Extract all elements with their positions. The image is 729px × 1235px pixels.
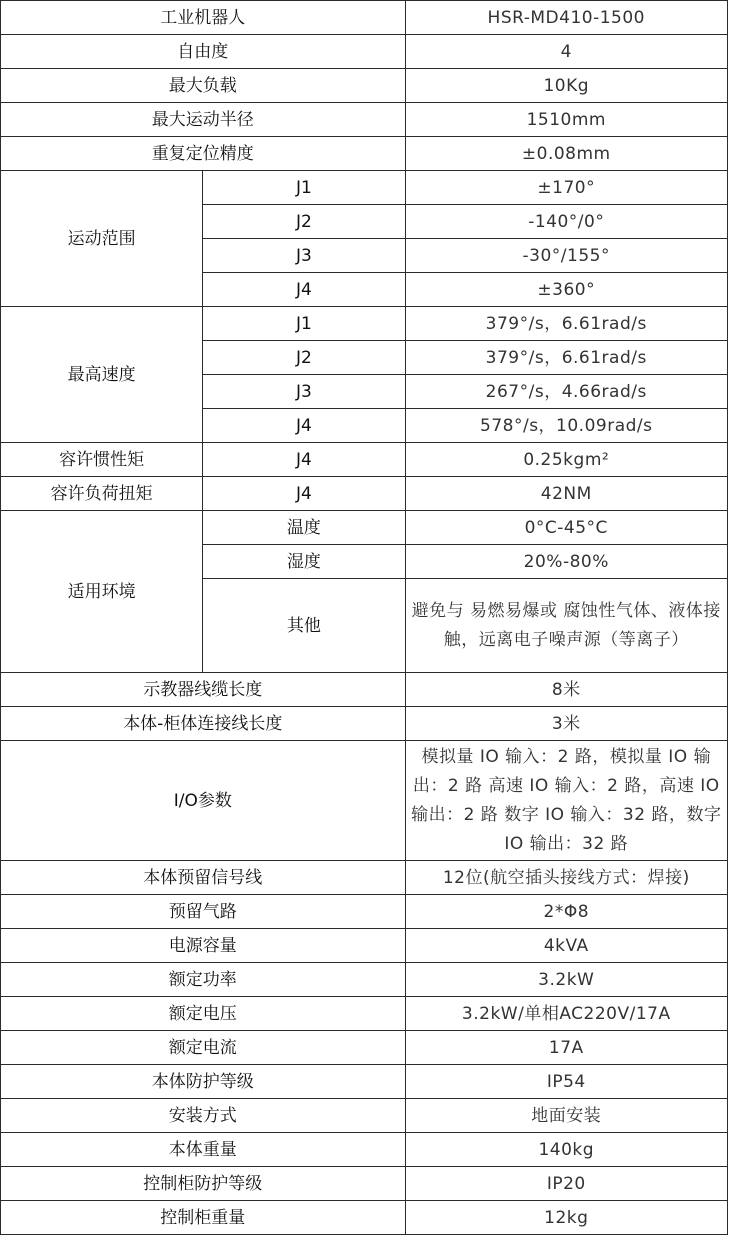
table-row: [1, 673, 728, 707]
row-label: 工业机器人: [1, 1, 406, 35]
axis-label: J2: [203, 341, 405, 375]
row-label: 本体-柜体连接线长度: [1, 707, 406, 741]
group-label: 运动范围: [1, 171, 203, 307]
row-value: 10Kg: [405, 69, 727, 103]
row-value: 578°/s，10.09rad/s: [405, 409, 727, 443]
table-row: [1, 963, 728, 997]
table-row: [1, 1, 728, 35]
row-value: 0°C-45°C: [405, 511, 727, 545]
group-label: 适用环境: [1, 511, 203, 673]
row-label: I/O参数: [1, 741, 406, 861]
table-row: [1, 929, 728, 963]
axis-label: J1: [203, 307, 405, 341]
table-row: [1, 307, 728, 341]
row-value: -140°/0°: [405, 205, 727, 239]
row-value: ±0.08mm: [405, 137, 727, 171]
table-row: [1, 103, 728, 137]
table-row: [1, 1099, 728, 1133]
axis-label: J3: [203, 239, 405, 273]
table-row: [1, 1167, 728, 1201]
row-label: 容许负荷扭矩: [1, 477, 203, 511]
table-row: [1, 741, 728, 861]
row-value: ±360°: [405, 273, 727, 307]
row-label: 本体防护等级: [1, 1065, 406, 1099]
env-key: 湿度: [203, 545, 405, 579]
table-row: [1, 69, 728, 103]
table-row: [1, 1201, 728, 1235]
row-label: 本体重量: [1, 1133, 406, 1167]
row-value: IP20: [405, 1167, 727, 1201]
row-value: 379°/s，6.61rad/s: [405, 307, 727, 341]
row-value: 3.2kW: [405, 963, 727, 997]
row-value: 379°/s，6.61rad/s: [405, 341, 727, 375]
row-value: HSR-MD410-1500: [405, 1, 727, 35]
row-label: 最大运动半径: [1, 103, 406, 137]
row-label: 最大负载: [1, 69, 406, 103]
row-label: 示教器线缆长度: [1, 673, 406, 707]
row-label: 控制柜防护等级: [1, 1167, 406, 1201]
axis-label: J4: [203, 273, 405, 307]
row-value: -30°/155°: [405, 239, 727, 273]
env-key: 温度: [203, 511, 405, 545]
row-value: 42NM: [405, 477, 727, 511]
row-value: 8米: [405, 673, 727, 707]
row-label: 电源容量: [1, 929, 406, 963]
table-row: [1, 997, 728, 1031]
table-row: [1, 1133, 728, 1167]
row-label: 重复定位精度: [1, 137, 406, 171]
table-row: [1, 137, 728, 171]
row-value: 0.25kgm²: [405, 443, 727, 477]
row-value: 12kg: [405, 1201, 727, 1235]
row-value: 267°/s，4.66rad/s: [405, 375, 727, 409]
row-label: 控制柜重量: [1, 1201, 406, 1235]
table-row: [1, 171, 728, 205]
row-value: 地面安装: [405, 1099, 727, 1133]
row-label: 安装方式: [1, 1099, 406, 1133]
row-label: 预留气路: [1, 895, 406, 929]
table-row: [1, 707, 728, 741]
row-label: 额定电流: [1, 1031, 406, 1065]
row-value: 17A: [405, 1031, 727, 1065]
axis-label: J3: [203, 375, 405, 409]
row-label: 容许惯性矩: [1, 443, 203, 477]
table-row: [1, 1031, 728, 1065]
table-row: [1, 443, 728, 477]
row-value: 1510mm: [405, 103, 727, 137]
axis-label: J2: [203, 205, 405, 239]
table-row: [1, 861, 728, 895]
row-value: 140kg: [405, 1133, 727, 1167]
row-label: 额定电压: [1, 997, 406, 1031]
row-value: 12位(航空插头接线方式：焊接): [405, 861, 727, 895]
table-row: [1, 1065, 728, 1099]
row-value: IP54: [405, 1065, 727, 1099]
row-value: 3米: [405, 707, 727, 741]
row-value: ±170°: [405, 171, 727, 205]
row-value: 20%-80%: [405, 545, 727, 579]
row-value: 2*Φ8: [405, 895, 727, 929]
axis-label: J1: [203, 171, 405, 205]
table-row: [1, 477, 728, 511]
axis-label: J4: [203, 477, 405, 511]
row-value: 4kVA: [405, 929, 727, 963]
env-key: 其他: [203, 579, 405, 673]
table-row: [1, 895, 728, 929]
table-row: [1, 35, 728, 69]
group-label: 最高速度: [1, 307, 203, 443]
row-value: 避免与 易燃易爆或 腐蚀性气体、液体接触，远离电子噪声源（等离子）: [405, 579, 727, 673]
row-value: 3.2kW/单相AC220V/17A: [405, 997, 727, 1031]
row-value: 模拟量 IO 输入：2 路，模拟量 IO 输 出：2 路 高速 IO 输入：2 路，高速 IO 输出：2 路 数字 IO 输入：32 路，数字 IO 输出：32 路: [405, 741, 727, 861]
row-label: 自由度: [1, 35, 406, 69]
row-label: 本体预留信号线: [1, 861, 406, 895]
axis-label: J4: [203, 443, 405, 477]
axis-label: J4: [203, 409, 405, 443]
row-value: 4: [405, 35, 727, 69]
table-row: [1, 511, 728, 545]
row-label: 额定功率: [1, 963, 406, 997]
